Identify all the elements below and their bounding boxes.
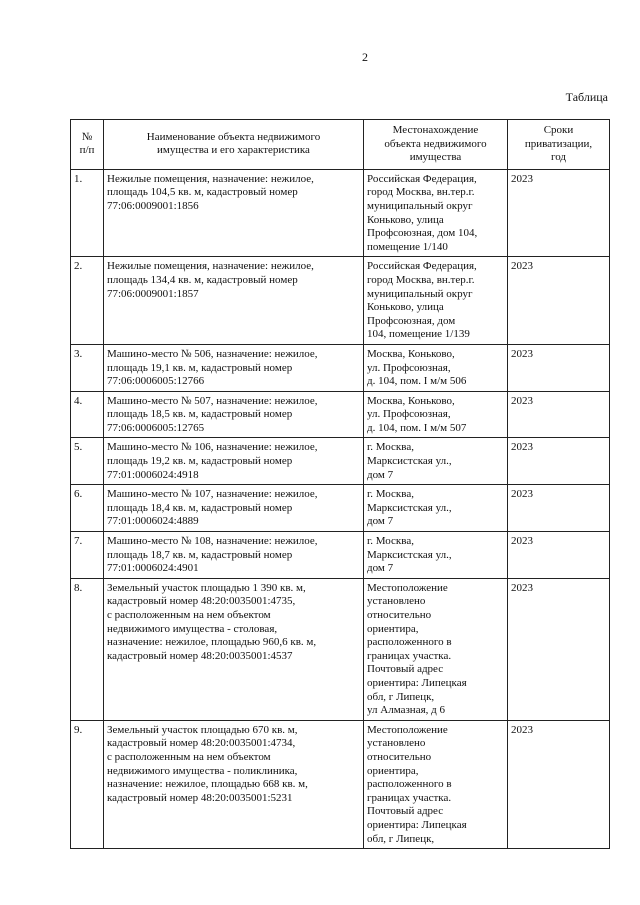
location-cell: [364, 344, 508, 391]
location-line: Российская Федерация,: [367, 172, 477, 185]
row-number: 1.: [71, 169, 104, 257]
location-cell: [364, 532, 508, 579]
object-name-line: Машино-место № 506, назначение: нежилое,: [107, 347, 318, 360]
location-line: д. 104, пом. I м/м 507: [367, 421, 467, 434]
header-object-name: Наименование объекта недвижимого имущества и его характеристика: [104, 120, 364, 170]
location-cell: [364, 578, 508, 720]
table-row: [71, 578, 610, 720]
location-line: относительно: [367, 750, 432, 763]
location-line: Профсоюзная, дом 104,: [367, 227, 478, 240]
row-number: 7.: [71, 532, 104, 579]
location-line: Коньково, улица: [367, 301, 444, 314]
row-number: 2.: [71, 257, 104, 345]
location-line: ориентира,: [367, 764, 419, 777]
location-line: границах участка.: [367, 649, 452, 662]
location-line: ориентира: Липецкая: [367, 818, 467, 831]
location-cell: [364, 438, 508, 485]
table-row: [71, 438, 610, 485]
row-number: 9.: [71, 720, 104, 848]
object-name-line: назначение: нежилое, площадью 960,6 кв. м,: [107, 636, 317, 649]
object-name-cell: [104, 438, 364, 485]
location-line: ориентира,: [367, 622, 419, 635]
location-line: город Москва, вн.тер.г.: [367, 273, 475, 286]
object-name-line: площадь 18,4 кв. м, кадастровый номер: [107, 501, 293, 514]
location-line: дом 7: [367, 562, 394, 575]
location-line: д. 104, пом. I м/м 506: [367, 375, 467, 388]
table-row: [71, 169, 610, 257]
location-line: обл, г Липецк,: [367, 832, 435, 845]
privatization-term-cell: 2023: [508, 578, 610, 720]
object-name-line: 77:01:0006024:4918: [107, 468, 199, 481]
location-line: установлено: [367, 595, 426, 608]
table-row: [71, 344, 610, 391]
object-name-line: 77:06:0009001:1856: [107, 199, 199, 212]
table-header-row: [71, 120, 610, 170]
object-name-line: с расположенным на нем объектом: [107, 609, 271, 621]
object-name-line: Земельный участок площадью 670 кв. м,: [107, 723, 298, 736]
object-name-line: площадь 104,5 кв. м, кадастровый номер: [107, 186, 298, 199]
row-number: 3.: [71, 344, 104, 391]
row-number: 4.: [71, 391, 104, 438]
location-line: Местоположение: [367, 723, 448, 736]
privatization-term-cell: 2023: [508, 344, 610, 391]
object-name-line: Нежилые помещения, назначение: нежилое,: [107, 172, 314, 185]
privatization-term-cell: 2023: [508, 532, 610, 579]
object-name-line: площадь 19,2 кв. м, кадастровый номер: [107, 455, 293, 468]
location-line: ул. Профсоюзная,: [367, 408, 451, 421]
object-name-line: 77:01:0006024:4901: [107, 562, 199, 575]
object-name-line: назначение: нежилое, площадью 668 кв. м,: [107, 778, 308, 791]
location-line: Москва, Коньково,: [367, 347, 455, 360]
object-name-line: площадь 18,7 кв. м, кадастровый номер: [107, 548, 293, 561]
location-line: Марксистская ул.,: [367, 501, 452, 514]
location-line: Москва, Коньково,: [367, 394, 455, 407]
object-name-line: площадь 19,1 кв. м, кадастровый номер: [107, 361, 293, 374]
location-cell: [364, 257, 508, 345]
privatization-table: [70, 119, 610, 849]
table-row: [71, 391, 610, 438]
location-line: Местоположение: [367, 581, 448, 594]
object-name-cell: [104, 344, 364, 391]
privatization-term-cell: 2023: [508, 438, 610, 485]
location-line: ориентира: Липецкая: [367, 676, 467, 689]
privatization-term-cell: 2023: [508, 485, 610, 532]
object-name-line: недвижимого имущества - столовая,: [107, 622, 278, 635]
location-line: г. Москва,: [367, 535, 414, 548]
page-number: 2: [362, 50, 368, 64]
location-line: город Москва, вн.тер.г.: [367, 186, 475, 199]
location-line: обл, г Липецк,: [367, 690, 435, 703]
location-cell: [364, 720, 508, 848]
table-body: [71, 169, 610, 848]
object-name-line: Земельный участок площадью 1 390 кв. м,: [107, 581, 306, 594]
object-name-line: Нежилые помещения, назначение: нежилое,: [107, 260, 314, 273]
object-name-cell: [104, 257, 364, 345]
location-line: муниципальный округ: [367, 287, 473, 300]
object-name-line: 77:06:0006005:12765: [107, 421, 205, 434]
object-name-line: недвижимого имущества - поликлиника,: [107, 764, 298, 777]
privatization-term-cell: 2023: [508, 257, 610, 345]
object-name-cell: [104, 578, 364, 720]
location-cell: [364, 391, 508, 438]
object-name-line: 77:06:0009001:1857: [107, 287, 199, 300]
location-line: Профсоюзная, дом: [367, 314, 456, 327]
location-line: границах участка.: [367, 791, 452, 804]
table-row: [71, 532, 610, 579]
object-name-line: с расположенным на нем объектом: [107, 750, 271, 763]
object-name-line: Машино-место № 107, назначение: нежилое,: [107, 488, 318, 501]
location-line: ул. Профсоюзная,: [367, 361, 451, 374]
location-line: расположенного в: [367, 636, 452, 649]
location-line: Марксистская ул.,: [367, 548, 452, 561]
header-location: Местонахождение объекта недвижимого имущества: [364, 120, 508, 170]
location-line: Российская Федерация,: [367, 260, 477, 273]
object-name-cell: [104, 532, 364, 579]
object-name-cell: [104, 169, 364, 257]
location-line: Марксистская ул.,: [367, 455, 452, 468]
object-name-line: кадастровый номер 48:20:0035001:4734,: [107, 737, 296, 750]
location-line: расположенного в: [367, 778, 452, 791]
location-line: г. Москва,: [367, 488, 414, 501]
object-name-line: Машино-место № 507, назначение: нежилое,: [107, 394, 318, 407]
location-line: Почтовый адрес: [367, 805, 444, 818]
object-name-line: 77:06:0006005:12766: [107, 375, 205, 388]
location-line: дом 7: [367, 515, 394, 528]
object-name-line: площадь 134,4 кв. м, кадастровый номер: [107, 273, 298, 286]
location-line: дом 7: [367, 468, 394, 481]
privatization-term-cell: 2023: [508, 720, 610, 848]
table-row: [71, 257, 610, 345]
location-line: помещение 1/140: [367, 240, 448, 253]
location-line: 104, помещение 1/139: [367, 328, 470, 341]
object-name-line: площадь 18,5 кв. м, кадастровый номер: [107, 408, 293, 421]
location-line: г. Москва,: [367, 441, 414, 454]
table-row: [71, 720, 610, 848]
privatization-term-cell: 2023: [508, 169, 610, 257]
object-name-line: кадастровый номер 48:20:0035001:4537: [107, 649, 293, 662]
location-line: относительно: [367, 609, 432, 621]
privatization-term-cell: 2023: [508, 391, 610, 438]
object-name-line: кадастровый номер 48:20:0035001:5231: [107, 791, 293, 804]
row-number: 5.: [71, 438, 104, 485]
location-cell: [364, 169, 508, 257]
row-number: 6.: [71, 485, 104, 532]
object-name-line: Машино-место № 106, назначение: нежилое,: [107, 441, 318, 454]
header-number: № п/п: [71, 120, 104, 170]
object-name-cell: [104, 720, 364, 848]
location-line: муниципальный округ: [367, 199, 473, 212]
location-line: Коньково, улица: [367, 213, 444, 226]
location-cell: [364, 485, 508, 532]
object-name-line: 77:01:0006024:4889: [107, 515, 199, 528]
table-caption: Таблица: [565, 90, 608, 104]
header-privatization-term: Сроки приватизации, год: [508, 120, 610, 170]
row-number: 8.: [71, 578, 104, 720]
object-name-line: кадастровый номер 48:20:0035001:4735,: [107, 595, 296, 608]
object-name-cell: [104, 485, 364, 532]
location-line: Почтовый адрес: [367, 663, 444, 676]
object-name-line: Машино-место № 108, назначение: нежилое,: [107, 535, 318, 548]
location-line: ул Алмазная, д 6: [367, 704, 445, 717]
table-row: [71, 485, 610, 532]
object-name-cell: [104, 391, 364, 438]
location-line: установлено: [367, 737, 426, 750]
